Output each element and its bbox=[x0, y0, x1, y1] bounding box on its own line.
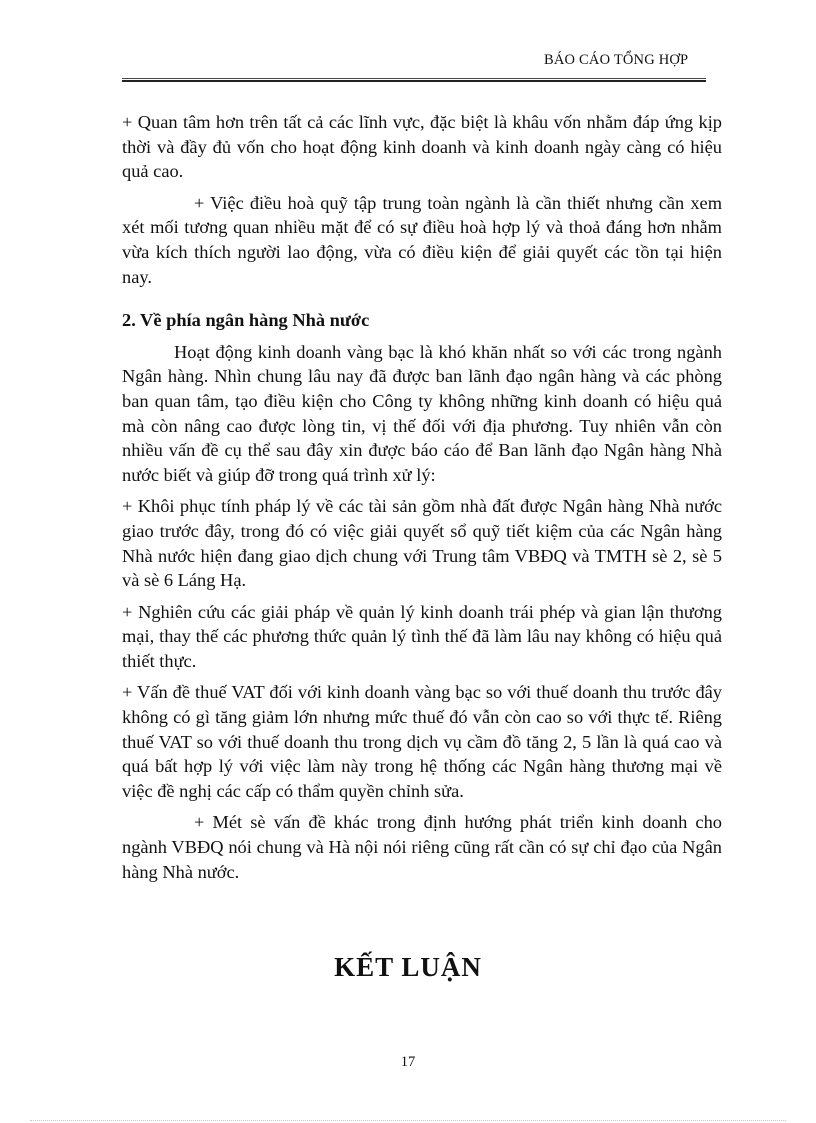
paragraph-legal-restoration: + Khôi phục tính pháp lý về các tài sản gồm nhà đất được Ngân hàng Nhà nước giao trước đây, trong đó có việc giải quyết sổ quỹ tiết kiệm của các Ngân hàng Nhà nước hiện đang giao dịch chung với Trung tâm VBĐQ và TMTH sè 2, sè 5 và sè 6 Láng Hạ. bbox=[122, 496, 722, 591]
paragraph-gold-business-intro: Hoạt động kinh doanh vàng bạc là khó khăn nhất so với các trong ngành Ngân hàng. Nhìn chung lâu nay đã được ban lãnh đạo ngân hàng và các phòng ban quan tâm, tạo điều kiện cho Công ty không những kinh doanh có hiệu quả mà còn nâng cao được lòng tin, vị thế đối với địa phương. Tuy nhiên vẫn còn nhiều vấn đề cụ thể sau đây xin được báo cáo để Ban lãnh đạo Ngân hàng Nhà nước biết và giúp đỡ trong quá trình xử lý: bbox=[122, 341, 722, 485]
paragraph-vat-issue: + Vấn đề thuế VAT đối với kinh doanh vàng bạc so với thuế doanh thu trước đây không có gì tăng giảm lớn nhưng mức thuế đó vẫn còn cao so với thực tế. Riêng thuế VAT so với thuế doanh thu trong dịch vụ cầm đồ tăng 2, 5 lần là quá cao và quá bất hợp lý với việc làm này trong hệ thống các Ngân hàng thương mại về việc đề nghị các cấp có thẩm quyền chỉnh sửa. bbox=[122, 682, 722, 801]
paragraph-other-issues: + Mét sè vấn đề khác trong định hướng phát triển kinh doanh cho ngành VBĐQ nói chung và Hà nội nói riêng cũng rất cần có sự chỉ đạo của Ngân hàng Nhà nước. bbox=[122, 812, 722, 882]
report-header-title: BÁO CÁO TỔNG HỢP bbox=[544, 52, 689, 68]
section-heading-state-bank: 2. Về phía ngân hàng Nhà nước bbox=[122, 310, 370, 331]
paragraph-trade-fraud: + Nghiên cứu các giải pháp về quản lý kinh doanh trái phép và gian lận thương mại, thay thế các phương thức quản lý tình thế đã làm lâu nay không có hiệu quả thiết thực. bbox=[122, 601, 722, 671]
paragraph-fund-regulation: + Việc điều hoà quỹ tập trung toàn ngành là cần thiết nhưng cần xem xét mối tương quan nhiều mặt để có sự điều hoà hợp lý và thoả đáng hơn nhằm vừa kích thích người lao động, vừa có điều kiện để giải quyết các tồn tại hiện nay. bbox=[122, 192, 722, 287]
conclusion-heading: KẾT LUẬN bbox=[334, 952, 482, 982]
header-rule bbox=[122, 78, 706, 82]
page-number: 17 bbox=[400, 1054, 416, 1070]
paragraph-capital-attention: + Quan tâm hơn trên tất cả các lĩnh vực, đặc biệt là khâu vốn nhằm đáp ứng kịp thời và đầy đủ vốn cho hoạt động kinh doanh và kinh doanh ngày càng có hiệu quả cao. bbox=[122, 112, 722, 182]
page-bottom-edge bbox=[30, 1120, 786, 1121]
document-body bbox=[122, 110, 722, 891]
